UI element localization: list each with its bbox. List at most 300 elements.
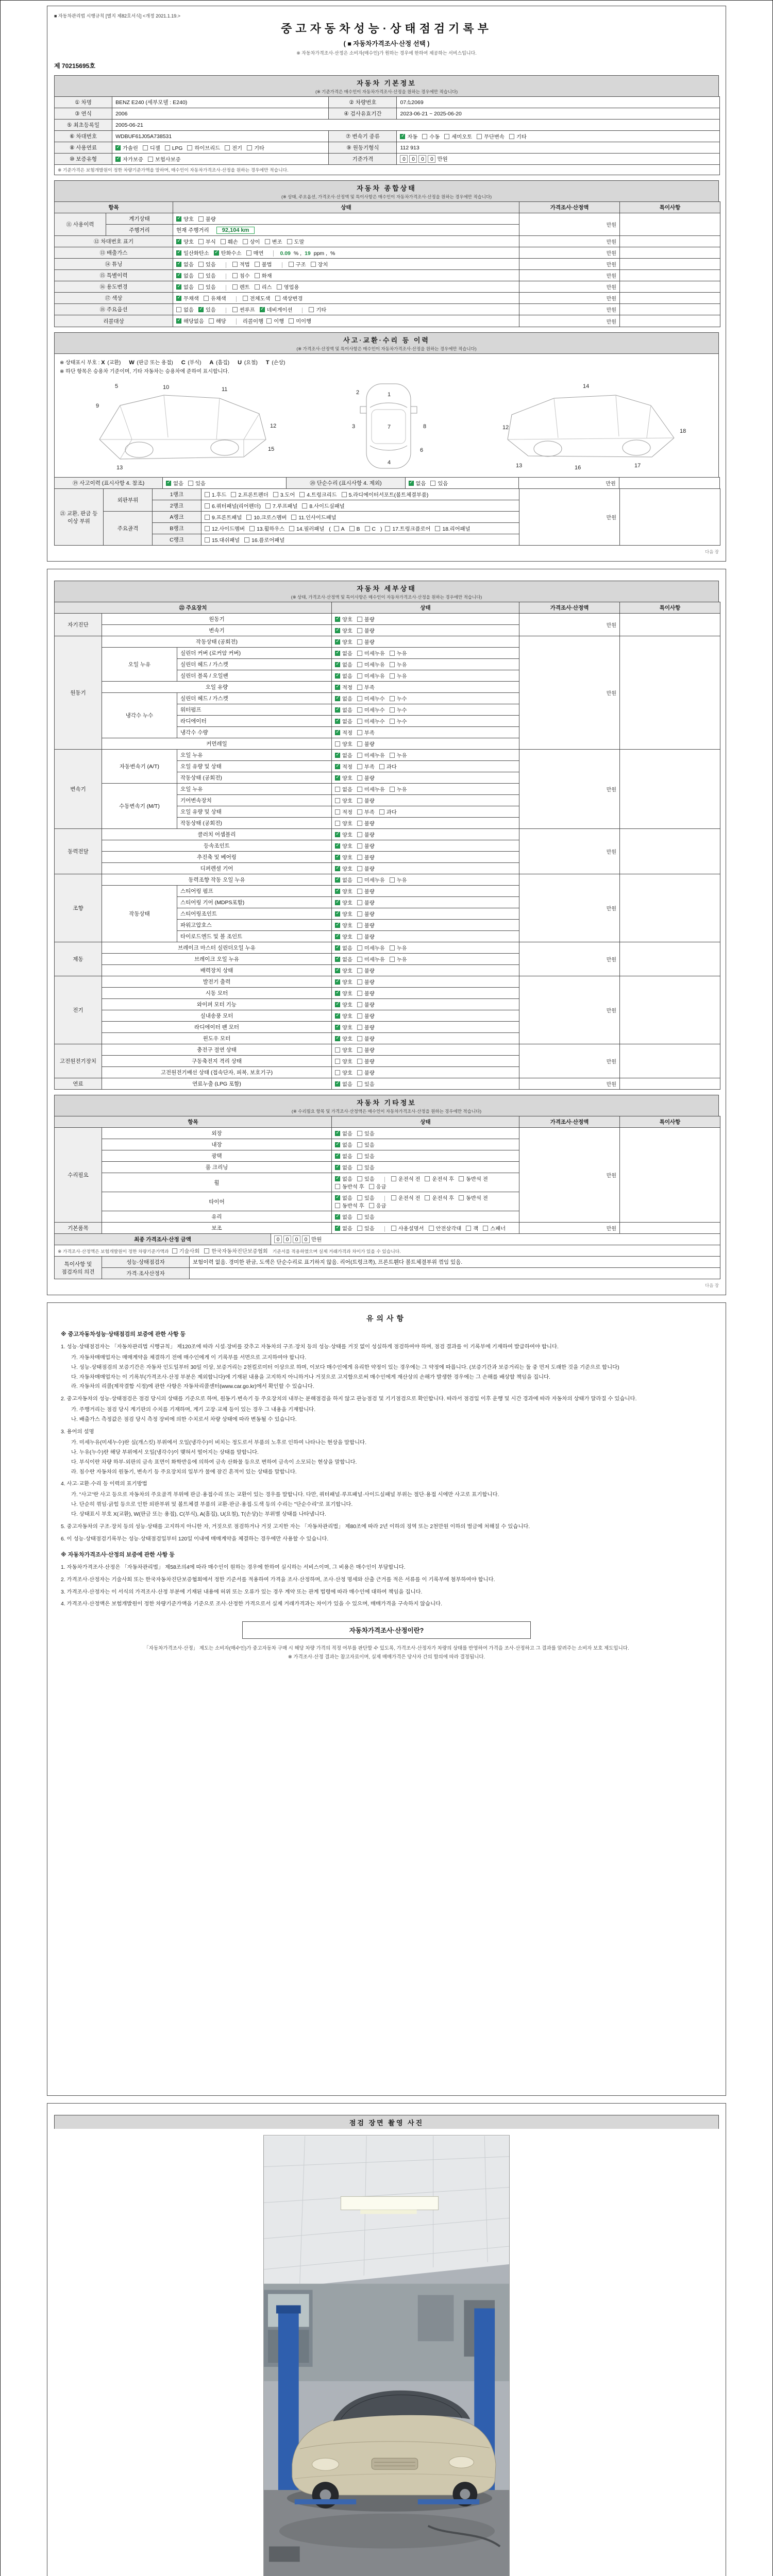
option-있음: 있음: [198, 285, 216, 291]
car-frame-rear-diagram: [496, 379, 687, 474]
value-cell: [332, 1150, 519, 1162]
value-cell: 만원: [519, 270, 620, 281]
option-변조: 변조: [265, 240, 282, 245]
value-cell: [332, 1162, 519, 1173]
unchecked-checkbox[interactable]: [357, 945, 362, 951]
unchecked-checkbox[interactable]: [429, 1226, 434, 1231]
option-매연: 매연: [246, 251, 264, 257]
label-cell: 주행거리: [106, 225, 173, 236]
unchecked-checkbox[interactable]: [246, 515, 251, 520]
unchecked-checkbox[interactable]: [459, 1195, 464, 1200]
unchecked-checkbox[interactable]: [390, 787, 395, 792]
svg-text:13: 13: [116, 465, 123, 471]
unchecked-checkbox[interactable]: [357, 1226, 362, 1231]
value-cell: [271, 1234, 720, 1245]
checked-checkbox[interactable]: [335, 843, 340, 849]
unchecked-checkbox[interactable]: [390, 719, 395, 724]
checked-checkbox[interactable]: [335, 855, 340, 860]
option-네비게이션: ✓ 네비게이션: [260, 308, 293, 313]
unchecked-checkbox[interactable]: [459, 1176, 464, 1181]
svg-text:7: 7: [387, 424, 391, 430]
label-cell: 상태: [332, 1116, 519, 1128]
unchecked-checkbox[interactable]: [357, 764, 362, 769]
checked-checkbox[interactable]: [335, 991, 340, 996]
unchecked-checkbox[interactable]: [357, 821, 362, 826]
unchecked-checkbox[interactable]: [249, 526, 255, 531]
unchecked-checkbox[interactable]: [357, 1131, 362, 1136]
checked-checkbox[interactable]: [335, 685, 340, 690]
unchecked-checkbox[interactable]: [148, 157, 153, 162]
unchecked-checkbox[interactable]: [379, 809, 384, 815]
unchecked-checkbox[interactable]: [391, 1226, 396, 1231]
checked-checkbox[interactable]: [176, 250, 181, 256]
unchecked-checkbox[interactable]: [357, 673, 362, 679]
unchecked-checkbox[interactable]: [357, 968, 362, 973]
label-cell: ⑧ 사용연료: [55, 142, 112, 154]
unchecked-checkbox[interactable]: [357, 651, 362, 656]
unchecked-checkbox[interactable]: [172, 1248, 177, 1253]
unchecked-checkbox[interactable]: [266, 318, 272, 324]
unchecked-checkbox[interactable]: [188, 481, 193, 486]
unchecked-checkbox[interactable]: [357, 1214, 362, 1219]
unchecked-checkbox[interactable]: [357, 730, 362, 735]
unchecked-checkbox[interactable]: [385, 526, 390, 531]
unchecked-checkbox[interactable]: [342, 492, 347, 497]
unchecked-checkbox[interactable]: [309, 307, 314, 312]
checked-checkbox[interactable]: [335, 617, 340, 622]
option-있음: 있음: [357, 1196, 375, 1201]
unchecked-checkbox[interactable]: [390, 945, 395, 951]
unchecked-checkbox[interactable]: [335, 798, 340, 803]
unchecked-checkbox[interactable]: [357, 979, 362, 985]
unchecked-checkbox[interactable]: [357, 719, 362, 724]
unchecked-checkbox[interactable]: [422, 134, 427, 139]
option-전기: 전기: [225, 146, 242, 151]
unchecked-checkbox[interactable]: [246, 250, 251, 256]
unchecked-checkbox[interactable]: [335, 1184, 340, 1189]
option-양호: ✓ 양호: [335, 640, 352, 646]
unchecked-checkbox[interactable]: [357, 1013, 362, 1019]
value-cell: 내장: [102, 1139, 332, 1150]
unchecked-checkbox[interactable]: [391, 1195, 396, 1200]
value-cell: 만원: [519, 1128, 620, 1223]
unchecked-checkbox[interactable]: [357, 639, 362, 645]
unchecked-checkbox[interactable]: [205, 492, 210, 497]
unchecked-checkbox[interactable]: [357, 900, 362, 905]
value-cell: [620, 942, 720, 976]
notice-sub-item: 다. 부식이란 차량 하부·외판의 금속 표면이 화학반응에 의하여 금속 산화물 등으로 변하여 금속이 소모되는 현상을 말합니다.: [71, 1459, 357, 1465]
checked-checkbox[interactable]: [335, 1214, 340, 1219]
checked-checkbox[interactable]: [335, 662, 340, 667]
value-cell: 만원: [519, 259, 620, 270]
unchecked-checkbox[interactable]: [176, 307, 181, 312]
option-세미오토: 세미오토: [444, 134, 472, 140]
option-17.트렁크플로어: 17.트렁크플로어: [385, 527, 430, 532]
unchecked-checkbox[interactable]: [311, 262, 316, 267]
value-cell: 만원: [519, 1078, 620, 1090]
state-codes-line: [60, 358, 713, 366]
checked-checkbox[interactable]: [260, 307, 265, 312]
unchecked-checkbox[interactable]: [225, 145, 230, 150]
unchecked-checkbox[interactable]: [232, 307, 238, 312]
value-cell: 만원: [519, 1044, 620, 1078]
option-불법: 불법: [255, 262, 272, 268]
option-누유: 누유: [390, 753, 407, 759]
option-누수: 누수: [390, 719, 407, 725]
unchecked-checkbox[interactable]: [205, 537, 210, 543]
unchecked-checkbox[interactable]: [357, 957, 362, 962]
unchecked-checkbox[interactable]: [369, 1203, 374, 1208]
unchecked-checkbox[interactable]: [390, 753, 395, 758]
checked-checkbox[interactable]: [335, 639, 340, 645]
unchecked-checkbox[interactable]: [390, 957, 395, 962]
option-없음: ✓ 없음: [335, 697, 352, 702]
option-렌트: 렌트: [226, 285, 250, 291]
svg-text:6: 6: [419, 447, 423, 453]
unchecked-checkbox[interactable]: [357, 628, 362, 633]
inline-text: 현재 주행거리: [176, 227, 209, 233]
option-A: A: [334, 527, 345, 532]
unchecked-checkbox[interactable]: [390, 707, 395, 713]
option-불량: 불량: [357, 969, 375, 974]
checked-checkbox[interactable]: [335, 673, 340, 679]
value-cell: [620, 636, 720, 750]
value-cell: [332, 784, 519, 795]
checked-checkbox[interactable]: [335, 753, 340, 758]
checked-checkbox[interactable]: [335, 866, 340, 871]
checked-checkbox[interactable]: [115, 157, 121, 162]
value-cell: 2023-06-21 ~ 2025-06-20: [397, 108, 720, 120]
amount-digit-box: 0: [418, 155, 426, 163]
value-cell: 만원: [519, 315, 620, 327]
unchecked-checkbox[interactable]: [198, 284, 204, 290]
value-cell: 시동 모터: [102, 988, 332, 999]
option-18.리어패널: 18.리어패널: [435, 527, 470, 532]
unchecked-checkbox[interactable]: [335, 1047, 340, 1053]
value-cell: [173, 281, 519, 293]
checked-checkbox[interactable]: [335, 1025, 340, 1030]
unchecked-checkbox[interactable]: [357, 1025, 362, 1030]
unchecked-checkbox[interactable]: [291, 515, 296, 520]
checked-checkbox[interactable]: [335, 1036, 340, 1041]
unchecked-checkbox[interactable]: [357, 685, 362, 690]
value-cell: [332, 852, 519, 863]
unchecked-checkbox[interactable]: [357, 889, 362, 894]
option-양호: ✓ 양호: [335, 901, 352, 906]
unchecked-checkbox[interactable]: [243, 239, 248, 244]
checked-checkbox[interactable]: [335, 1142, 340, 1147]
checked-checkbox[interactable]: [335, 628, 340, 633]
inline-text: ppm ,: [313, 250, 328, 257]
checked-checkbox[interactable]: [409, 481, 414, 486]
option-미세누유: 미세누유: [357, 957, 385, 963]
unchecked-checkbox[interactable]: [390, 673, 395, 679]
checked-checkbox[interactable]: [176, 284, 181, 290]
option-누유: 누유: [390, 787, 407, 793]
unchecked-checkbox[interactable]: [287, 239, 292, 244]
unchecked-checkbox[interactable]: [277, 284, 282, 290]
checked-checkbox[interactable]: [335, 719, 340, 724]
unchecked-checkbox[interactable]: [265, 503, 271, 509]
unchecked-checkbox[interactable]: [357, 1165, 362, 1170]
notice-item: 5. 중고자동차의 구조·장치 등의 성능·상태를 고지하지 아니한 자, 거짓으로 점검하거나 거짓 고지한 자는 「자동차관리법」 제80조에 따라 2년 이하의 징역 또는 2천만원 이하의 벌금에 처해질 수 있습니다.: [61, 1524, 530, 1530]
option-3.도어: 3.도어: [273, 493, 295, 498]
checked-checkbox[interactable]: [335, 968, 340, 973]
label-cell: 특이사항: [620, 202, 720, 213]
checked-checkbox[interactable]: [335, 1081, 340, 1087]
section-note: (※ 상태, 가격조사·산정액 및 특이사항은 매수인이 자동차가격조사·산정을 원하는 경우에만 적습니다): [291, 595, 482, 600]
option-누유: 누유: [390, 663, 407, 668]
state-code-X: X (교환): [101, 360, 121, 366]
unchecked-checkbox[interactable]: [205, 526, 210, 531]
state-code-C: C (부식): [181, 360, 201, 366]
option-양호: ✓ 양호: [335, 1037, 352, 1042]
checked-checkbox[interactable]: [335, 651, 340, 656]
unchecked-checkbox[interactable]: [302, 503, 307, 509]
checked-checkbox[interactable]: [335, 764, 340, 769]
unchecked-checkbox[interactable]: [335, 1059, 340, 1064]
value-cell: [332, 1139, 519, 1150]
checked-checkbox[interactable]: [335, 923, 340, 928]
unchecked-checkbox[interactable]: [357, 1059, 362, 1064]
checked-checkbox[interactable]: [214, 250, 219, 256]
unchecked-checkbox[interactable]: [275, 296, 280, 301]
unchecked-checkbox[interactable]: [204, 1248, 209, 1253]
unchecked-checkbox[interactable]: [357, 855, 362, 860]
unchecked-checkbox[interactable]: [255, 262, 260, 267]
unchecked-checkbox[interactable]: [265, 239, 270, 244]
unchecked-checkbox[interactable]: [255, 284, 260, 290]
label-cell: 기준가격: [329, 154, 397, 165]
option-누유: 누유: [390, 674, 407, 680]
unchecked-checkbox[interactable]: [357, 809, 362, 815]
option-불량: 불량: [357, 991, 375, 997]
label-cell: 가격조사·산정액: [519, 1116, 620, 1128]
checked-checkbox[interactable]: [335, 730, 340, 735]
unchecked-checkbox[interactable]: [231, 492, 236, 497]
unchecked-checkbox[interactable]: [335, 809, 340, 815]
checked-checkbox[interactable]: [335, 1195, 340, 1200]
unchecked-checkbox[interactable]: [357, 1036, 362, 1041]
checked-checkbox[interactable]: [335, 1226, 340, 1231]
unchecked-checkbox[interactable]: [232, 273, 238, 278]
unchecked-checkbox[interactable]: [273, 492, 278, 497]
checked-checkbox[interactable]: [115, 145, 121, 150]
unchecked-checkbox[interactable]: [299, 492, 305, 497]
checked-checkbox[interactable]: [335, 945, 340, 951]
option-양호: 양호: [335, 799, 352, 804]
option-양호: ✓ 양호: [335, 935, 352, 940]
unchecked-checkbox[interactable]: [335, 741, 340, 747]
unchecked-checkbox[interactable]: [357, 707, 362, 713]
unchecked-checkbox[interactable]: [198, 239, 204, 244]
option-리스: 리스: [255, 285, 272, 291]
unchecked-checkbox[interactable]: [204, 296, 209, 301]
unchecked-checkbox[interactable]: [198, 273, 204, 278]
unchecked-checkbox[interactable]: [509, 134, 514, 139]
unchecked-checkbox[interactable]: [221, 239, 226, 244]
checked-checkbox[interactable]: [335, 979, 340, 985]
option-없음: ✓ 없음: [335, 1082, 352, 1088]
unchecked-checkbox[interactable]: [243, 296, 248, 301]
unchecked-checkbox[interactable]: [357, 775, 362, 781]
unchecked-checkbox[interactable]: [357, 1070, 362, 1075]
checked-checkbox[interactable]: [335, 775, 340, 781]
unchecked-checkbox[interactable]: [357, 1142, 362, 1147]
unchecked-checkbox[interactable]: [390, 662, 395, 667]
unchecked-checkbox[interactable]: [357, 832, 362, 837]
checked-checkbox[interactable]: [335, 1002, 340, 1007]
checked-checkbox[interactable]: [335, 889, 340, 894]
unchecked-checkbox[interactable]: [187, 145, 192, 150]
value-cell: [332, 954, 519, 965]
unchecked-checkbox[interactable]: [289, 262, 294, 267]
unchecked-checkbox[interactable]: [357, 1176, 362, 1181]
unchecked-checkbox[interactable]: [244, 537, 249, 543]
unchecked-checkbox[interactable]: [425, 1176, 430, 1181]
unchecked-checkbox[interactable]: [357, 1002, 362, 1007]
checked-checkbox[interactable]: [335, 1131, 340, 1136]
value-cell: 등속조인트: [102, 840, 332, 852]
option-불량: 불량: [357, 821, 375, 827]
option-4.트렁크리드: 4.트렁크리드: [299, 493, 337, 498]
checked-checkbox[interactable]: [176, 296, 181, 301]
unchecked-checkbox[interactable]: [357, 753, 362, 758]
unchecked-checkbox[interactable]: [357, 991, 362, 996]
unchecked-checkbox[interactable]: [357, 617, 362, 622]
unchecked-checkbox[interactable]: [209, 318, 214, 324]
checked-checkbox[interactable]: [176, 239, 181, 244]
unchecked-checkbox[interactable]: [357, 696, 362, 701]
unchecked-checkbox[interactable]: [357, 1081, 362, 1087]
unchecked-checkbox[interactable]: [435, 526, 440, 531]
checked-checkbox[interactable]: [335, 1176, 340, 1181]
unchecked-checkbox[interactable]: [444, 134, 449, 139]
unchecked-checkbox[interactable]: [391, 1176, 396, 1181]
unchecked-checkbox[interactable]: [483, 1226, 488, 1231]
unchecked-checkbox[interactable]: [357, 741, 362, 747]
label-cell: 가격·조사산정자: [102, 1268, 190, 1279]
unchecked-checkbox[interactable]: [357, 934, 362, 939]
value-cell: [619, 478, 719, 489]
option-없음: ✓ 없음: [409, 481, 426, 487]
checked-checkbox[interactable]: [335, 1165, 340, 1170]
notice-sub-item: 나. 단순히 꺾임·긁힘 등으로 인한 외판부위 및 볼트체결 부품의 교환·판금·용접·도색 등의 수리는 "단순수리"로 표기합니다.: [71, 1502, 353, 1508]
notice-item: 4. 사고·교환·수리 등 이력의 표기방법: [61, 1481, 147, 1487]
value-cell: [201, 534, 519, 546]
label-cell: 동력전달: [55, 829, 102, 874]
checked-checkbox[interactable]: [198, 307, 204, 312]
unchecked-checkbox[interactable]: [335, 787, 340, 792]
checked-checkbox[interactable]: [335, 900, 340, 905]
unchecked-checkbox[interactable]: [357, 1195, 362, 1200]
option-침수: 침수: [226, 274, 250, 279]
unchecked-checkbox[interactable]: [390, 651, 395, 656]
unchecked-checkbox[interactable]: [357, 1047, 362, 1053]
unchecked-checkbox[interactable]: [390, 877, 395, 883]
unchecked-checkbox[interactable]: [357, 1154, 362, 1159]
option-영업용: 영업용: [277, 285, 299, 291]
unchecked-checkbox[interactable]: [430, 481, 435, 486]
checked-checkbox[interactable]: [176, 216, 181, 222]
checked-checkbox[interactable]: [335, 877, 340, 883]
checked-checkbox[interactable]: [166, 481, 171, 486]
label-cell: 수리필요: [55, 1128, 102, 1223]
unchecked-checkbox[interactable]: [357, 843, 362, 849]
unchecked-checkbox[interactable]: [335, 1203, 340, 1208]
unchecked-checkbox[interactable]: [165, 145, 170, 150]
checked-checkbox[interactable]: [176, 273, 181, 278]
unchecked-checkbox[interactable]: [255, 273, 260, 278]
unchecked-checkbox[interactable]: [289, 318, 294, 324]
option-미세누유: 미세누유: [357, 663, 385, 668]
checked-checkbox[interactable]: [335, 696, 340, 701]
checked-checkbox[interactable]: [335, 911, 340, 917]
unchecked-checkbox[interactable]: [205, 515, 210, 520]
unchecked-checkbox[interactable]: [357, 798, 362, 803]
option-없음: ✓ 없음: [335, 1196, 352, 1201]
unchecked-checkbox[interactable]: [289, 526, 294, 531]
unchecked-checkbox[interactable]: [232, 262, 238, 267]
checked-checkbox[interactable]: [335, 957, 340, 962]
unchecked-checkbox[interactable]: [369, 1184, 374, 1189]
unchecked-checkbox[interactable]: [143, 145, 148, 150]
value-cell: [332, 682, 519, 693]
unchecked-checkbox[interactable]: [357, 877, 362, 883]
unchecked-checkbox[interactable]: [390, 696, 395, 701]
value-cell: 동력조향 작동 오일 누유: [102, 874, 332, 886]
checked-checkbox[interactable]: [335, 934, 340, 939]
checked-checkbox[interactable]: [400, 134, 405, 139]
checked-checkbox[interactable]: [335, 1013, 340, 1019]
option-불량: 불량: [357, 1048, 375, 1054]
unchecked-checkbox[interactable]: [357, 923, 362, 928]
unchecked-checkbox[interactable]: [232, 284, 238, 290]
unchecked-checkbox[interactable]: [247, 145, 252, 150]
checked-checkbox[interactable]: [176, 318, 181, 324]
unchecked-checkbox[interactable]: [349, 526, 355, 531]
section-note: (※ 수리필요 항목 및 가격조사·산정액은 매수인이 자동차가격조사·산정을 원하는 경우에만 적습니다): [291, 1109, 482, 1114]
checked-checkbox[interactable]: [335, 832, 340, 837]
value-cell: [173, 225, 519, 236]
unchecked-checkbox[interactable]: [425, 1195, 430, 1200]
unchecked-checkbox[interactable]: [198, 262, 204, 267]
unchecked-checkbox[interactable]: [335, 821, 340, 826]
option-없음: ✓ 없음: [335, 663, 352, 668]
panel-rank-table: [54, 488, 720, 546]
unchecked-checkbox[interactable]: [198, 216, 204, 222]
value-cell: 실린더 커버 (로커암 커버): [177, 648, 332, 659]
value-cell: [332, 659, 519, 670]
unchecked-checkbox[interactable]: [357, 787, 362, 792]
unchecked-checkbox[interactable]: [357, 866, 362, 871]
checked-checkbox[interactable]: [335, 707, 340, 713]
unchecked-checkbox[interactable]: [205, 503, 210, 509]
unchecked-checkbox[interactable]: [357, 911, 362, 917]
unchecked-checkbox[interactable]: [334, 526, 339, 531]
checked-checkbox[interactable]: [335, 1154, 340, 1159]
amount-digit-box: 0: [302, 1235, 310, 1243]
unchecked-checkbox[interactable]: [335, 1070, 340, 1075]
unchecked-checkbox[interactable]: [379, 764, 384, 769]
unchecked-checkbox[interactable]: [365, 526, 370, 531]
checked-checkbox[interactable]: [176, 262, 181, 267]
value-cell: WDBUF61J05A738531: [112, 131, 329, 142]
option-양호: ✓ 양호: [335, 923, 352, 929]
unchecked-checkbox[interactable]: [357, 662, 362, 667]
unchecked-checkbox[interactable]: [466, 1226, 471, 1231]
unchecked-checkbox[interactable]: [477, 134, 482, 139]
